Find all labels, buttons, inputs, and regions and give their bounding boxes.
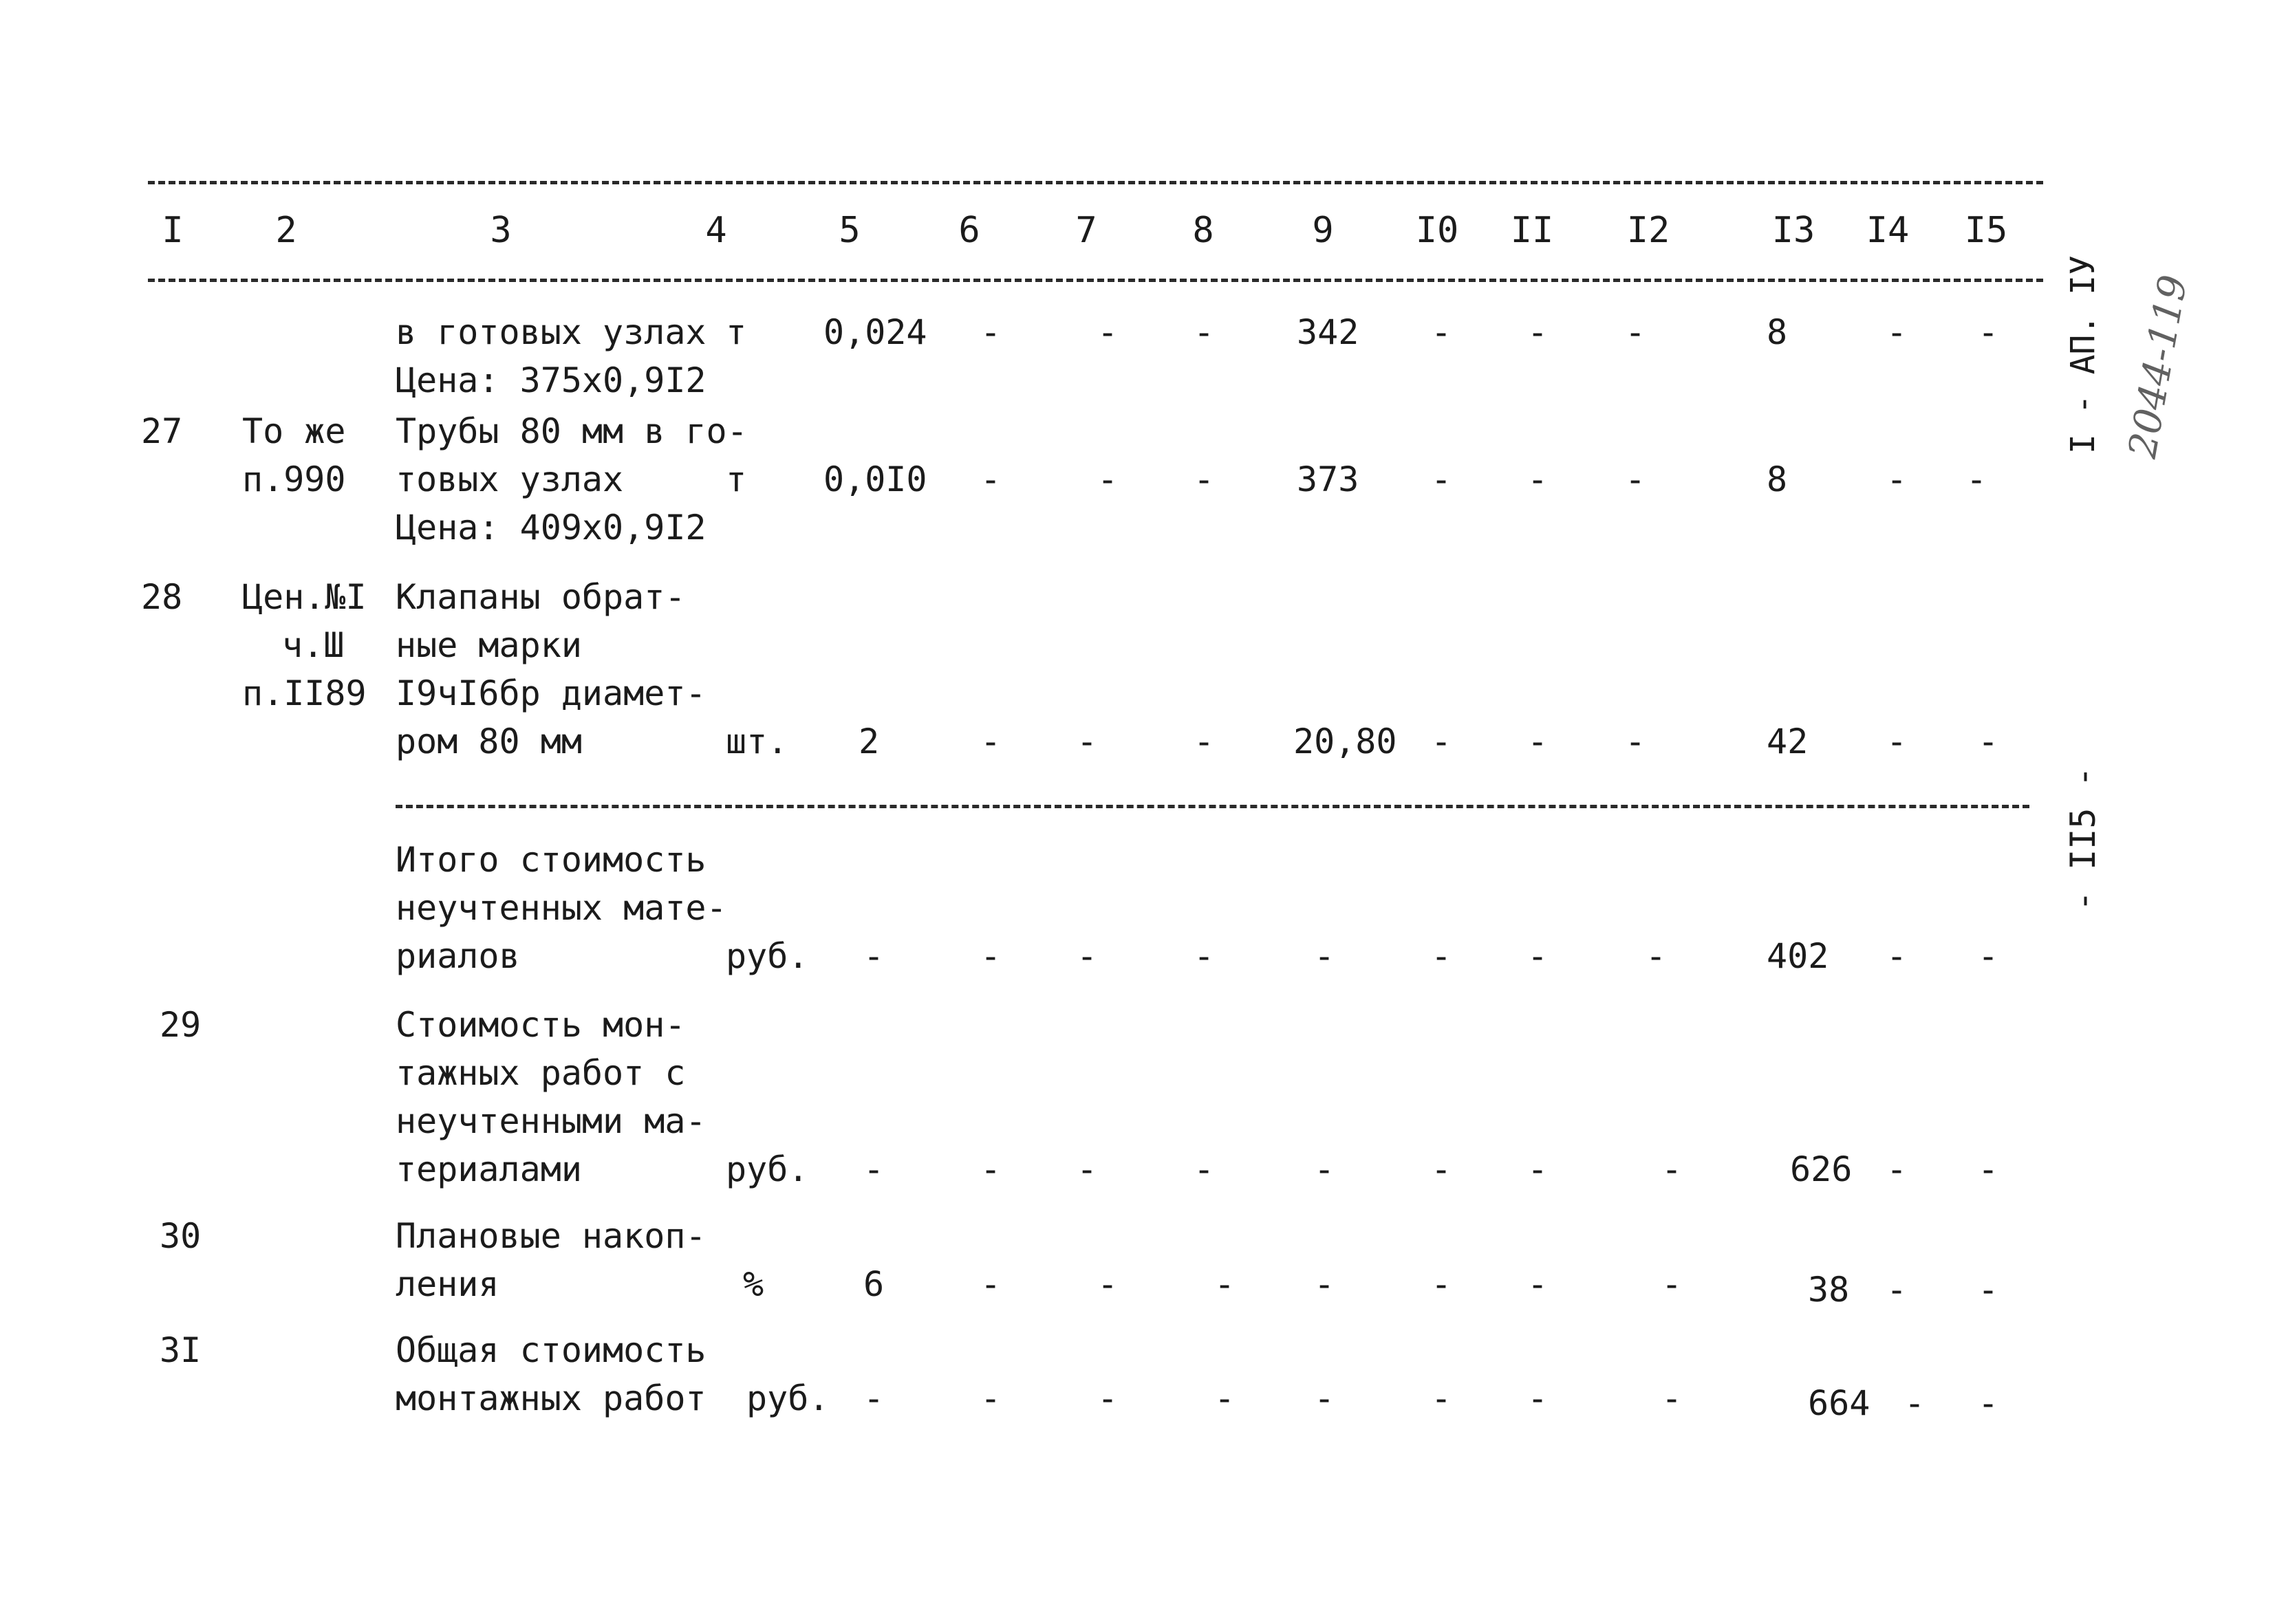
row-description-line: Цена: 375х0,9I2 — [396, 360, 707, 400]
row-description-line: териалами — [396, 1149, 582, 1189]
row-description-line: Общая стоимость — [396, 1330, 707, 1370]
row-unit: руб. — [726, 1149, 809, 1189]
row-unit: шт. — [726, 722, 788, 761]
row-col14-value: - — [1886, 312, 1908, 352]
row-col12-value: - — [1625, 312, 1646, 352]
row-description-line: ления — [396, 1264, 499, 1304]
row-col15-value: - — [1966, 459, 1987, 499]
row-col5-value: - — [863, 936, 885, 976]
page-number: - II5 - — [2063, 766, 2103, 911]
row-col7-value: - — [1097, 1378, 1119, 1418]
row-col13-value: 8 — [1767, 459, 1788, 499]
row-number: 29 — [160, 1005, 202, 1045]
row-col6-value: - — [980, 459, 1002, 499]
row-col11-value: - — [1527, 312, 1549, 352]
row-col6-value: - — [980, 1149, 1002, 1189]
row-col12-value: - — [1661, 1149, 1683, 1189]
row-reference-line: То же — [242, 411, 346, 451]
row-unit: руб. — [746, 1378, 830, 1418]
row-description-line: тажных работ с — [396, 1053, 686, 1093]
row-description-line: монтажных работ — [396, 1378, 707, 1418]
row-number: 27 — [141, 411, 183, 451]
row-reference-line: п.II89 — [242, 673, 367, 713]
row-col11-value: - — [1527, 722, 1549, 761]
header-top-rule — [148, 181, 2043, 184]
row-col8-value: - — [1194, 1149, 1215, 1189]
row-number: 30 — [160, 1216, 202, 1256]
row-col10-value: - — [1431, 459, 1452, 499]
row-col12-value: - — [1646, 936, 1667, 976]
row-col9-value: 20,80 — [1293, 722, 1397, 761]
row-description-line: I9чI6бр диамет- — [396, 673, 707, 713]
row-col9-value: - — [1314, 936, 1335, 976]
row-unit: руб. — [726, 936, 809, 976]
column-header-14: I4 — [1866, 210, 1910, 251]
row-col14-value: - — [1904, 1383, 1926, 1423]
row-col14-value: - — [1886, 936, 1908, 976]
row-description-line: Трубы 80 мм в го- — [396, 411, 748, 451]
row-col6-value: - — [980, 1264, 1002, 1304]
column-header-6: 6 — [958, 210, 980, 251]
row-col5-value: 6 — [863, 1264, 885, 1304]
row-number: 28 — [141, 577, 183, 617]
row-col13-value: 664 — [1808, 1383, 1870, 1423]
row-col8-value: - — [1194, 459, 1215, 499]
row-col13-value: 8 — [1767, 312, 1788, 352]
column-header-8: 8 — [1192, 210, 1214, 251]
row-col10-value: - — [1431, 722, 1452, 761]
row-col11-value: - — [1527, 459, 1549, 499]
row-col5-value: 2 — [859, 722, 880, 761]
row-col13-value: 38 — [1808, 1270, 1850, 1310]
column-header-9: 9 — [1312, 210, 1334, 251]
column-header-3: 3 — [490, 210, 512, 251]
row-reference-line: ч.Ш — [282, 625, 345, 665]
row-description-line: Стоимость мон- — [396, 1005, 686, 1045]
row-unit: % — [743, 1264, 764, 1304]
row-col7-value: - — [1077, 1149, 1098, 1189]
row-col12-value: - — [1661, 1264, 1683, 1304]
row-col11-value: - — [1527, 1264, 1549, 1304]
row-col9-value: - — [1314, 1149, 1335, 1189]
section-divider-rule — [396, 805, 2029, 808]
row-col10-value: - — [1431, 1378, 1452, 1418]
row-col8-value: - — [1194, 936, 1215, 976]
row-col13-value: 402 — [1767, 936, 1829, 976]
row-col15-value: - — [1978, 1383, 1999, 1423]
column-header-5: 5 — [839, 210, 861, 251]
row-col8-value: - — [1194, 312, 1215, 352]
row-col15-value: - — [1978, 312, 1999, 352]
column-header-10: I0 — [1415, 210, 1459, 251]
row-col9-value: - — [1314, 1264, 1335, 1304]
row-col8-value: - — [1194, 722, 1215, 761]
row-description-line: Итого стоимость — [396, 840, 707, 880]
row-number: 3I — [160, 1330, 202, 1370]
row-col7-value: - — [1097, 459, 1119, 499]
column-header-13: I3 — [1771, 210, 1815, 251]
column-header-12: I2 — [1626, 210, 1670, 251]
row-col10-value: - — [1431, 1149, 1452, 1189]
header-bottom-rule — [148, 279, 2043, 282]
row-reference-line: Цен.№I — [242, 577, 367, 617]
row-description-line: в готовых узлах — [396, 312, 707, 352]
row-col6-value: - — [980, 722, 1002, 761]
row-col7-value: - — [1097, 1264, 1119, 1304]
row-col11-value: - — [1527, 1378, 1549, 1418]
row-col7-value: - — [1097, 312, 1119, 352]
row-description-line: Плановые накоп- — [396, 1216, 707, 1256]
row-col12-value: - — [1661, 1378, 1683, 1418]
row-description-line: ные марки — [396, 625, 582, 665]
row-col10-value: - — [1431, 936, 1452, 976]
row-col14-value: - — [1886, 459, 1908, 499]
row-col15-value: - — [1978, 1270, 1999, 1310]
row-col13-value: 42 — [1767, 722, 1809, 761]
column-header-15: I5 — [1964, 210, 2008, 251]
row-col12-value: - — [1625, 722, 1646, 761]
row-col14-value: - — [1886, 722, 1908, 761]
row-col6-value: - — [980, 936, 1002, 976]
column-header-2: 2 — [275, 210, 297, 251]
column-header-1: I — [162, 210, 184, 251]
row-col14-value: - — [1886, 1270, 1908, 1310]
row-col5-value: 0,0I0 — [823, 459, 927, 499]
row-col7-value: - — [1077, 936, 1098, 976]
row-description-line: товых узлах — [396, 459, 624, 499]
row-col11-value: - — [1527, 936, 1549, 976]
row-col5-value: - — [863, 1149, 885, 1189]
row-col8-value: - — [1214, 1378, 1236, 1418]
row-col7-value: - — [1077, 722, 1098, 761]
column-header-4: 4 — [705, 210, 727, 251]
handwritten-note: 2044-119 — [2120, 272, 2197, 462]
row-unit: т — [726, 312, 747, 352]
column-header-11: II — [1510, 210, 1554, 251]
row-description-line: Клапаны обрат- — [396, 577, 686, 617]
row-col10-value: - — [1431, 1264, 1452, 1304]
row-reference-line: п.990 — [242, 459, 346, 499]
row-col9-value: - — [1314, 1378, 1335, 1418]
row-col15-value: - — [1978, 1149, 1999, 1189]
row-col6-value: - — [980, 312, 1002, 352]
row-col15-value: - — [1978, 722, 1999, 761]
row-description-line: неучтенными ма- — [396, 1101, 707, 1141]
row-description-line: ром 80 мм — [396, 722, 582, 761]
row-unit: т — [726, 459, 747, 499]
row-col9-value: 373 — [1297, 459, 1359, 499]
row-description-line: риалов — [396, 936, 520, 976]
row-col12-value: - — [1625, 459, 1646, 499]
row-description-line: Цена: 409х0,9I2 — [396, 508, 707, 548]
row-col5-value: 0,024 — [823, 312, 927, 352]
row-col5-value: - — [863, 1378, 885, 1418]
column-header-7: 7 — [1075, 210, 1097, 251]
row-col13-value: 626 — [1790, 1149, 1853, 1189]
row-col8-value: - — [1214, 1264, 1236, 1304]
row-col14-value: - — [1886, 1149, 1908, 1189]
sheet-reference: I - АП. IУ — [2064, 255, 2102, 454]
row-col6-value: - — [980, 1378, 1002, 1418]
row-col10-value: - — [1431, 312, 1452, 352]
row-col15-value: - — [1978, 936, 1999, 976]
row-description-line: неучтенных мате- — [396, 888, 727, 928]
row-col11-value: - — [1527, 1149, 1549, 1189]
row-col9-value: 342 — [1297, 312, 1359, 352]
